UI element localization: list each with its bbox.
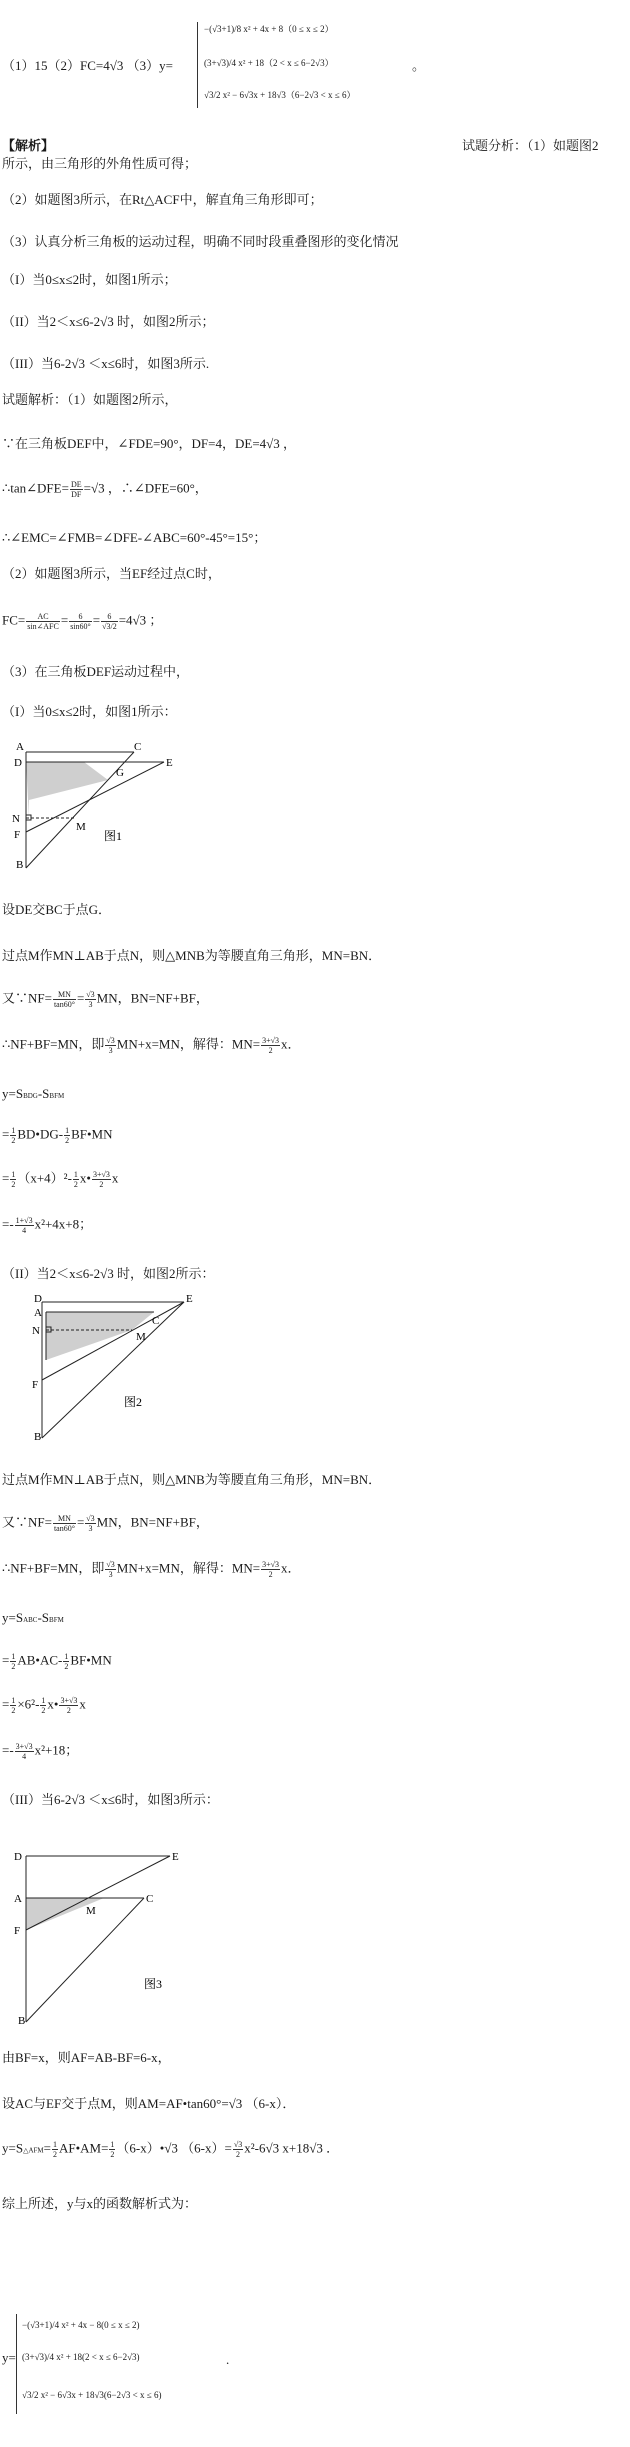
line-3: （3）认真分析三角板的运动过程，明确不同时段重叠图形的变化情况 — [2, 234, 399, 249]
fig3-label-m: M — [86, 1905, 96, 1917]
line-21: = $\frac{1}{2}$ （x+4）²- $\frac{1}{2}$ x• $\frac{3+√3}{2}$ x — [2, 1170, 119, 1189]
answer-prefix: （1）15（2）FC=4√3 （3）y= — [2, 58, 173, 73]
fig1-shaded-region — [26, 762, 108, 818]
line-13: （3）在三角板DEF运动过程中， — [2, 664, 190, 679]
fig1-label-g: G — [116, 767, 124, 779]
fig1-label-m: M — [76, 821, 86, 833]
answer-brace — [197, 22, 198, 108]
line-15: 设DE交BC于点G． — [2, 902, 112, 917]
line-27: y=SABC-SBFM — [2, 1610, 64, 1625]
answer-suffix: 。 — [412, 58, 426, 73]
fig1-caption: 图1 — [104, 829, 123, 843]
line-9: ∴tan∠DFE= $\frac{DE}{DF}$ =√3 ，∴∠DFE=60°， — [2, 480, 208, 499]
final-case-1: −(√3+1)/4 x² + 4x − 8(0 ≤ x ≤ 2) — [22, 2320, 140, 2330]
fig1-label-d: D — [14, 757, 22, 769]
fig3-label-a: A — [14, 1893, 22, 1905]
fig2-label-d: D — [34, 1293, 42, 1305]
line-2: （2）如题图3所示，在Rt△ACF中，解直角三角形即可； — [2, 192, 323, 207]
final-brace — [16, 2314, 17, 2414]
fig3-label-b: B — [18, 2015, 26, 2026]
line-5: （II）当2＜x≤6-2√3 时，如图2所示； — [2, 314, 215, 329]
final-suffix: . — [226, 2352, 230, 2367]
line-6: （III）当6-2√3 ＜x≤6时，如图3所示. — [2, 356, 210, 371]
line-34: y=S△AFM= $\frac{1}{2}$ AF•AM= $\frac{1}{2}$ （6-x）•√3 （6-x）= $\frac{√3}{2}$ x²-6√3 x+18√3 ． — [2, 2140, 340, 2159]
figure-1 — [4, 740, 184, 870]
fig2-label-e: E — [186, 1293, 193, 1305]
fig1-label-b: B — [16, 859, 24, 870]
figure-2 — [4, 1290, 204, 1440]
line-31: （III）当6-2√3 ＜x≤6时，如图3所示： — [2, 1792, 219, 1807]
line-29: = $\frac{1}{2}$ ×6²- $\frac{1}{2}$ x• $\frac{3+√3}{2}$ x — [2, 1696, 86, 1715]
line-11: （2）如题图3所示，当EF经过点C时， — [2, 566, 221, 581]
line-24: 过点M作MN⊥AB于点N，则△MNB为等腰直角三角形，MN=BN． — [2, 1472, 382, 1487]
fig3-label-f: F — [14, 1925, 21, 1937]
answer-case-2: (3+√3)/4 x² + 18（2 < x ≤ 6−2√3） — [204, 58, 334, 68]
answer-case-3: √3/2 x² − 6√3x + 18√3（6−2√3 < x ≤ 6） — [204, 90, 356, 100]
fig3-label-c: C — [146, 1893, 154, 1905]
line-28: = $\frac{1}{2}$ AB•AC- $\frac{1}{2}$ BF•MN — [2, 1652, 112, 1671]
line-10: ∴∠EMC=∠FMB=∠DFE-∠ABC=60°-45°=15°； — [2, 530, 267, 545]
fraction-ac-sin: $\frac{AC}{\text{sin∠AFC}}$ — [27, 612, 59, 631]
fig2-label-n: N — [32, 1325, 40, 1337]
line-33: 设AC与EF交于点M，则AM=AF•tan60°=√3 （6-x）． — [2, 2096, 296, 2111]
fig3-caption: 图3 — [144, 1977, 163, 1991]
line-32: 由BF=x，则AF=AB-BF=6-x， — [2, 2050, 171, 2065]
figure-3 — [4, 1816, 204, 2026]
fraction-de-df: $\frac{DE}{DF}$ — [70, 480, 82, 499]
fig2-label-m: M — [136, 1331, 146, 1343]
fig3-label-e: E — [172, 1851, 179, 1863]
fig1-label-n: N — [12, 813, 20, 825]
fig2-label-a: A — [34, 1307, 42, 1319]
line-4: （I）当0≤x≤2时，如图1所示； — [2, 272, 177, 287]
final-case-2: (3+√3)/4 x² + 18(2 < x ≤ 6−2√3) — [22, 2352, 140, 2362]
analysis-intro: 试题分析：（1）如题图2 — [462, 138, 599, 153]
fraction-6-root3-2: $\frac{6}{√3/2}$ — [102, 612, 117, 631]
line-30: =- $\frac{3+√3}{4}$ x²+18； — [2, 1742, 79, 1761]
final-prefix: y= — [2, 2350, 16, 2365]
line-23: （II）当2＜x≤6-2√3 时，如图2所示： — [2, 1266, 215, 1281]
fig2-label-b: B — [34, 1431, 42, 1440]
analysis-heading: 【解析】 — [2, 138, 55, 153]
fig1-label-e: E — [166, 757, 173, 769]
line-26: ∴NF+BF=MN，即 $\frac{√3}{3}$ MN+x=MN，解得：MN= $\frac{3+√3}{2}$ x． — [2, 1560, 301, 1579]
line-19: y=SBDG-SBFM — [2, 1086, 65, 1101]
line-22: =- $\frac{1+√3}{4}$ x²+4x+8； — [2, 1216, 93, 1235]
fig1-label-a: A — [16, 741, 24, 753]
fraction-6-sin60: $\frac{6}{\sin 60^\circ}$ — [70, 612, 91, 631]
line-35: 综上所述，y与x的函数解析式为： — [2, 2196, 198, 2211]
fig3-label-d: D — [14, 1851, 22, 1863]
line-14: （I）当0≤x≤2时，如图1所示： — [2, 704, 177, 719]
line-16: 过点M作MN⊥AB于点N，则△MNB为等腰直角三角形，MN=BN． — [2, 948, 382, 963]
line-1: 所示，由三角形的外角性质可得； — [2, 156, 198, 171]
fig2-label-f: F — [32, 1379, 39, 1391]
answer-case-1: −(√3+1)/8 x² + 4x + 8（0 ≤ x ≤ 2） — [204, 24, 334, 34]
line-25: 又∵NF= $\frac{MN}{\tan 60^\circ}$ = $\frac{√3}{3}$ MN，BN=NF+BF， — [2, 1514, 209, 1533]
line-8: ∵在三角板DEF中，∠FDE=90°，DF=4，DE=4√3 ， — [2, 436, 297, 451]
fig2-label-c: C — [152, 1315, 160, 1327]
line-12: FC= $\frac{AC}{\text{sin∠AFC}}$ = $\frac{6}{\sin 60^\circ}$ = $\frac{6}{√3/2}$ =4√3 ； — [2, 612, 163, 631]
fig2-caption: 图2 — [124, 1395, 143, 1409]
fig1-label-c: C — [134, 741, 142, 753]
final-case-3: √3/2 x² − 6√3x + 18√3(6−2√3 < x ≤ 6) — [22, 2390, 162, 2400]
line-17: 又∵NF= $\frac{MN}{\tan 60^\circ}$ = $\frac{√3}{3}$ MN，BN=NF+BF， — [2, 990, 209, 1009]
line-7: 试题解析：（1）如题图2所示， — [2, 392, 178, 407]
line-20: = $\frac{1}{2}$ BD•DG- $\frac{1}{2}$ BF•MN — [2, 1126, 113, 1145]
fig1-label-f: F — [14, 829, 21, 841]
line-18: ∴NF+BF=MN，即 $\frac{√3}{3}$ MN+x=MN，解得：MN= $\frac{3+√3}{2}$ x． — [2, 1036, 301, 1055]
